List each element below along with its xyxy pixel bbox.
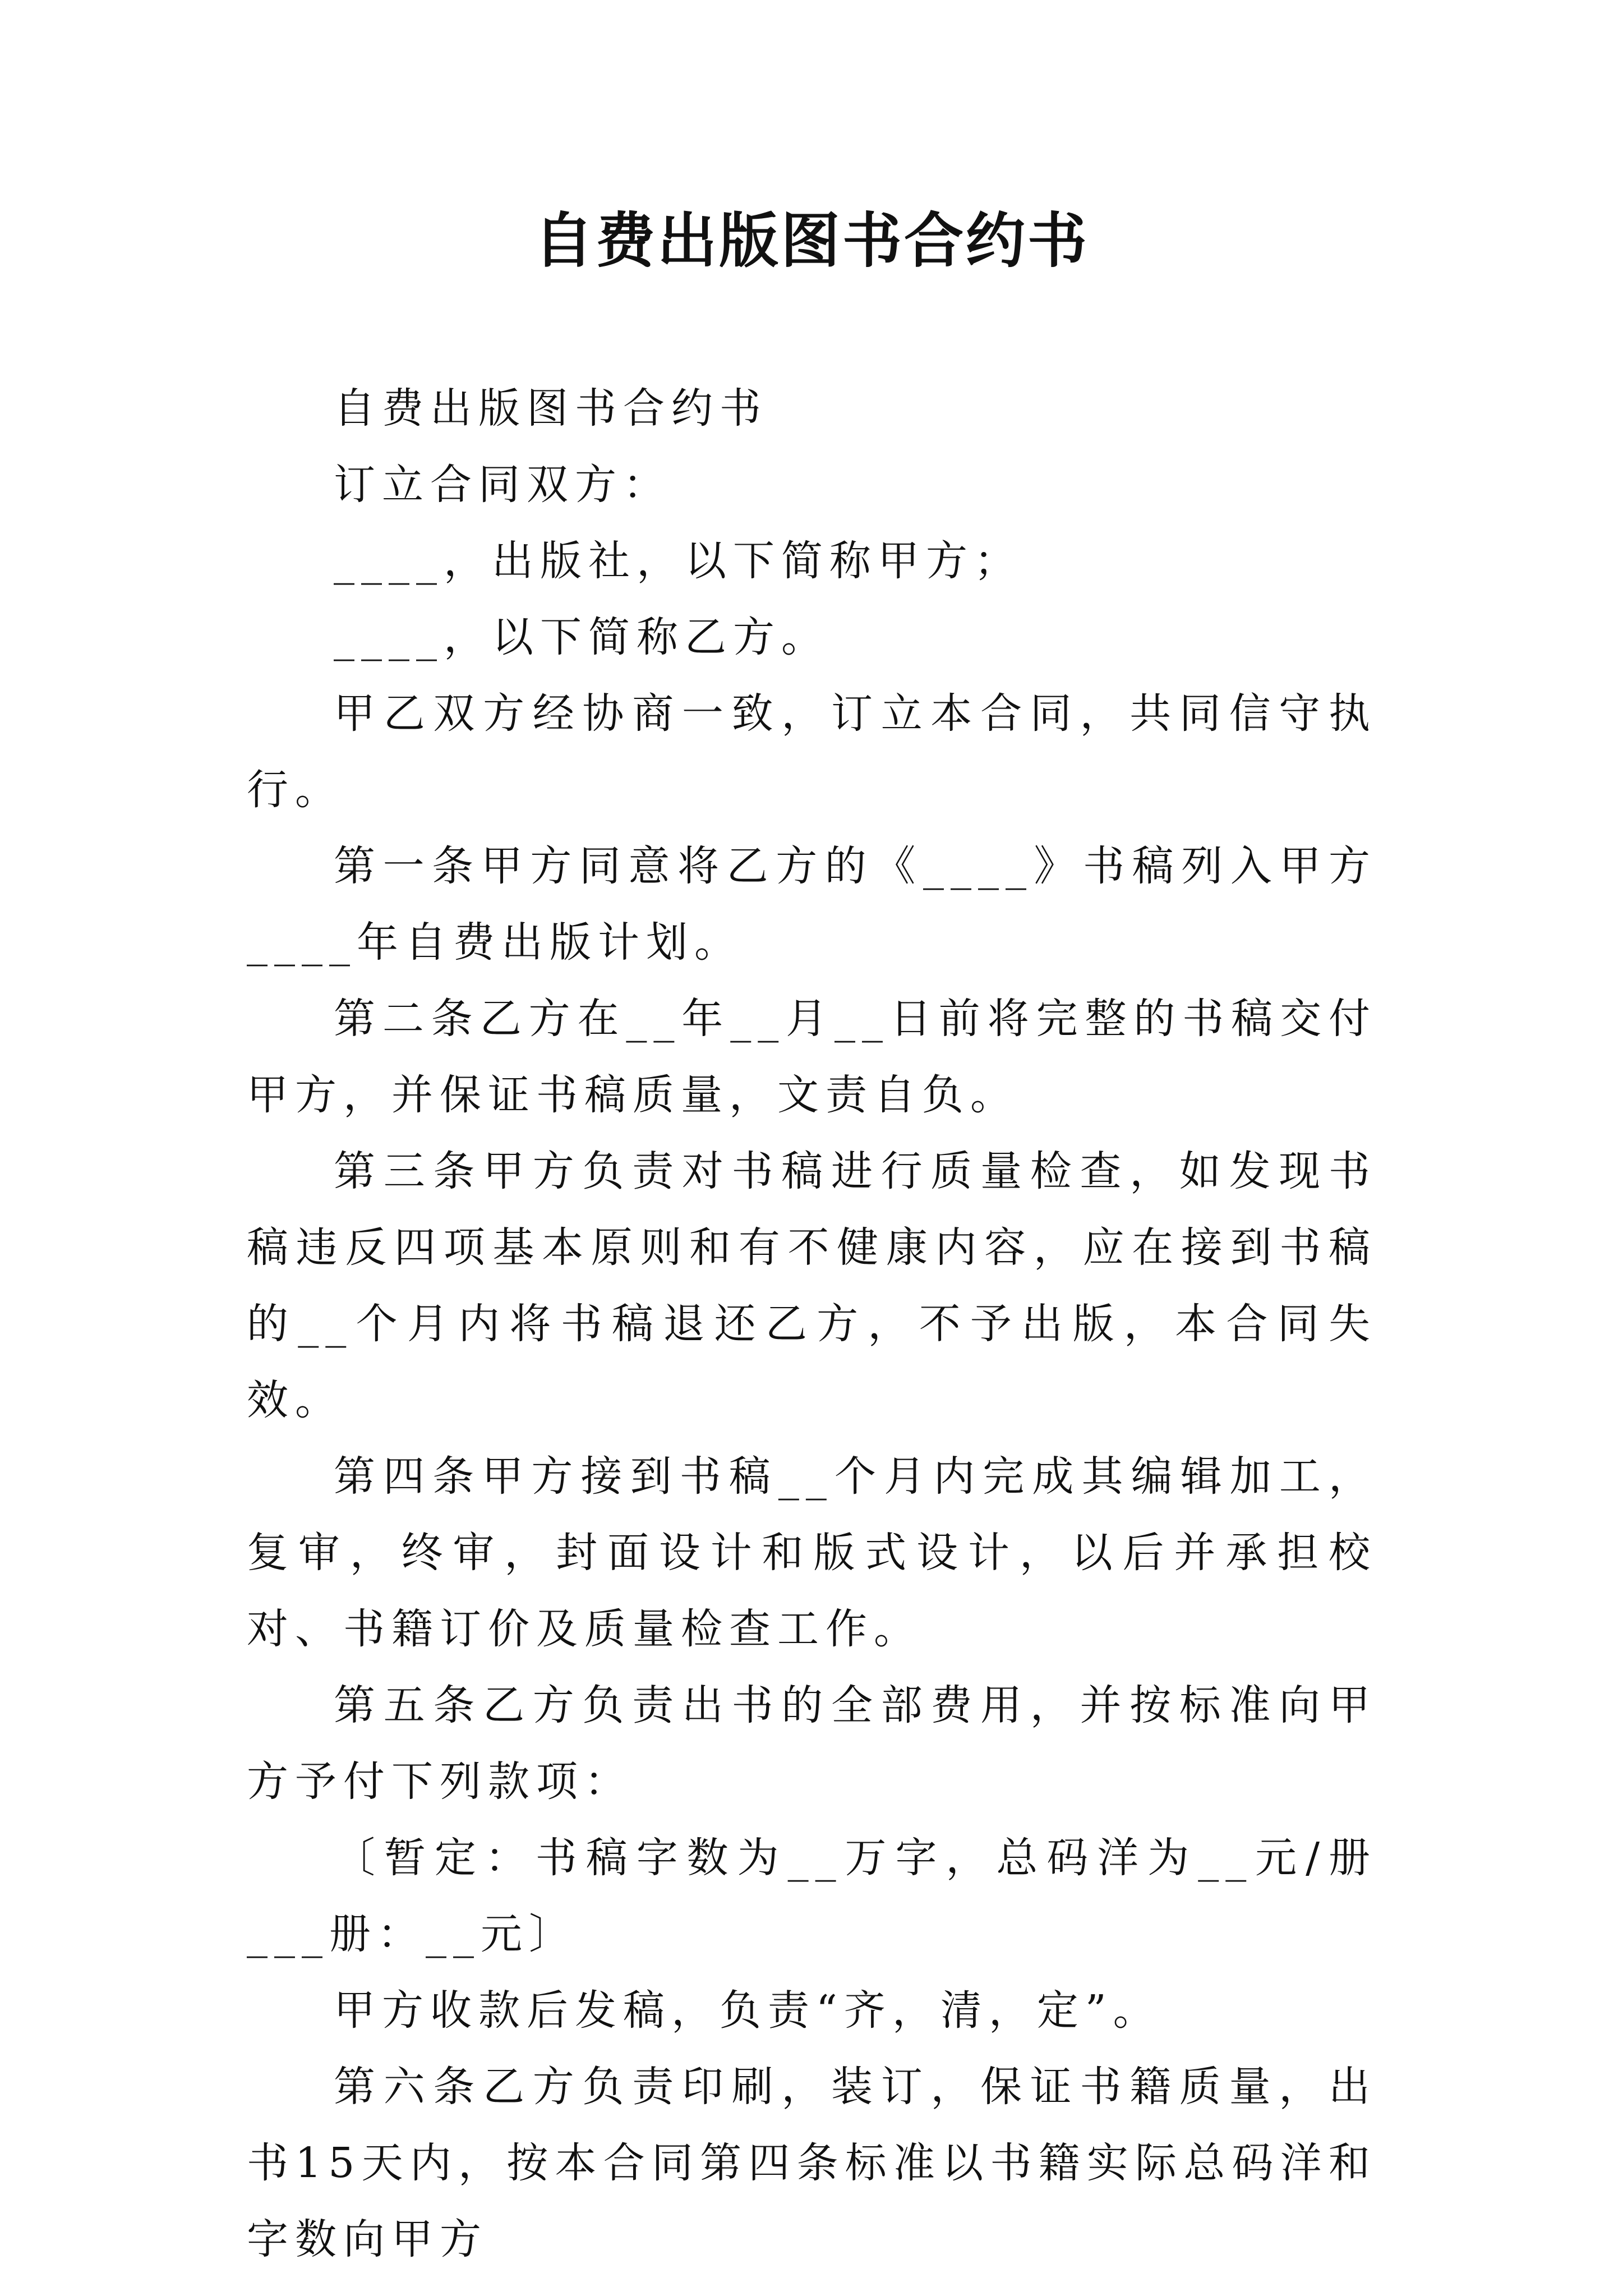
paragraph-parties: 订立合同双方： [334, 461, 671, 509]
paragraph-heading: 自费出版图书合约书 [334, 384, 768, 432]
paragraph-manuscript-note: 甲方收款后发稿，负责“齐，清，定”。 [334, 1986, 1161, 2035]
paragraph-fee-note: 〔暂定：书稿字数为__万字，总码洋为__元/册___册：__元〕 [247, 1834, 1377, 1958]
paragraph-party-a: ____，出版社，以下简称甲方； [334, 537, 1022, 585]
paragraph-article-2: 第二条乙方在__年__月__日前将完整的书稿交付甲方，并保证书稿质量，文责自负。 [247, 995, 1377, 1119]
paragraph-article-6: 第六条乙方负责印刷，装订，保证书籍质量，出书15天内，按本合同第四条标准以书籍实际总码洋和字数向甲方 [247, 2063, 1377, 2263]
paragraph-article-1: 第一条甲方同意将乙方的《____》书稿列入甲方____年自费出版计划。 [247, 842, 1377, 967]
document-title: 自费出版图书合约书 [534, 206, 1089, 275]
paragraph-party-b: ____，以下简称乙方。 [334, 613, 829, 661]
document-body [247, 370, 1377, 2277]
paragraph-article-3: 第三条甲方负责对书稿进行质量检查，如发现书稿违反四项基本原则和有不健康内容，应在接到书稿的__个月内将书稿退还乙方，不予出版，本合同失效。 [247, 1147, 1377, 1424]
paragraph-article-5: 第五条乙方负责出书的全部费用，并按标准向甲方予付下列款项： [247, 1681, 1377, 1806]
paragraph-article-4: 第四条甲方接到书稿__个月内完成其编辑加工，复审，终审，封面设计和版式设计，以后并承担校对、书籍订价及质量检查工作。 [247, 1452, 1377, 1653]
paragraph-agreement: 甲乙双方经协商一致，订立本合同，共同信守执行。 [247, 689, 1377, 814]
